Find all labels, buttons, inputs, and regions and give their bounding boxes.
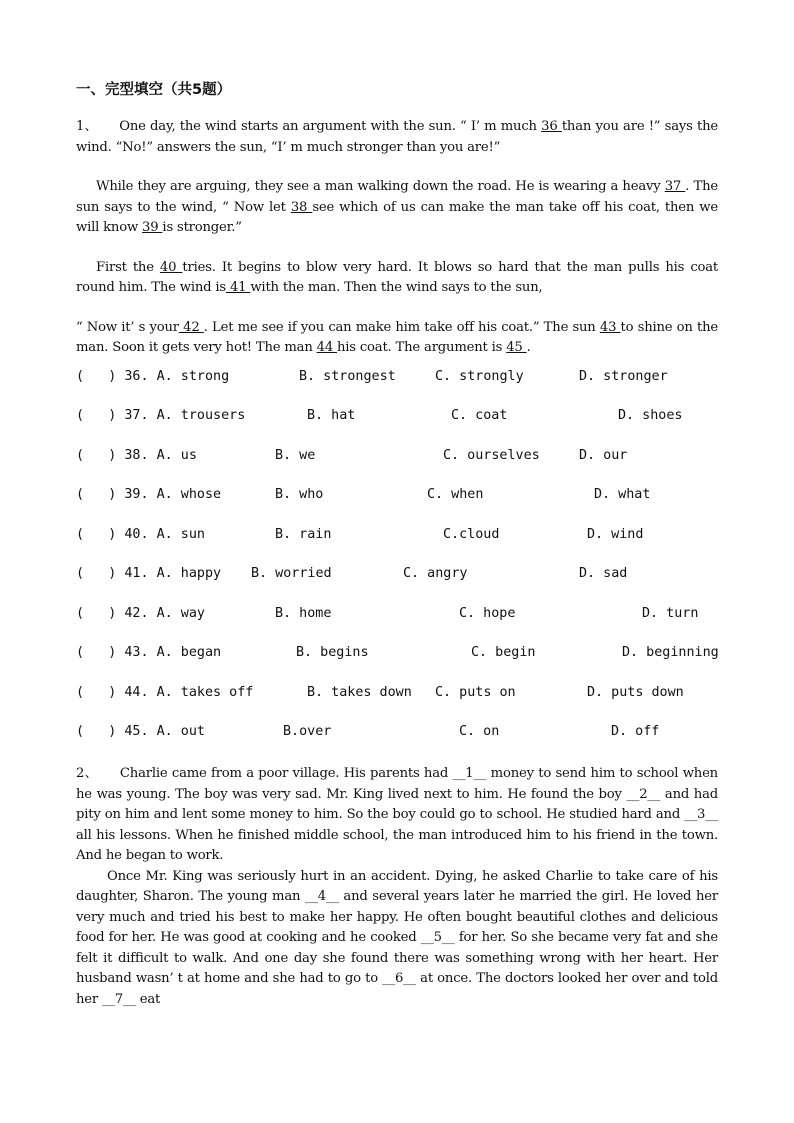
option-c: C. strongly [435, 368, 524, 384]
blank-4: __4__ [304, 889, 339, 904]
blank-5: __5__ [420, 930, 455, 945]
option-b: B. takes down [307, 684, 412, 700]
option-d: D. shoes [618, 408, 683, 423]
option-b: B. we [275, 447, 316, 463]
option-d: D. off [611, 724, 660, 739]
option-c: C. angry [403, 566, 468, 581]
option-d: D. what [594, 487, 651, 502]
blank-42: 42 [178, 319, 204, 335]
blank-43: 43 [599, 319, 621, 335]
blank-7: __7__ [102, 991, 136, 1007]
blank-36: 36 [541, 119, 562, 134]
blank-1: __1__ [452, 766, 487, 781]
blank-40: 40 [159, 259, 183, 275]
question-list [76, 369, 718, 755]
option-c: C. on [459, 724, 500, 739]
option-d: D. puts down [587, 684, 684, 700]
passage-1-paragraph-4: “ Now it’ s your 42 . Let me see if you can make him take off his coat.” The sun 43 to shine on the man. Soon it gets very hot! The man 44 his coat. The argument is 45 . [76, 319, 718, 355]
blank-39: 39 [142, 220, 163, 235]
option-d: D. sad [579, 566, 628, 581]
passage-2-paragraph-1: 2、 Charlie came from a poor village. His parents had __1__ money to send him to school when he was young. The boy was very sad. Mr. King lived next to him. He found the boy __2__ and had pity on him and lent some money to him. So the boy could go to school. He studied hard and __3__ all his lessons. When he finished middle school, the man introduced him to his friend in the town. And he began to work. [76, 766, 718, 863]
option-c: C. when [427, 487, 484, 502]
question-row: ( ) 41. A. happy B. worried C. angry D. sad [76, 566, 628, 581]
option-d: D. our [579, 447, 628, 463]
blank-6: __6__ [382, 971, 416, 986]
option-b: B. strongest [299, 368, 396, 384]
blank-41: 41 [225, 280, 251, 295]
question-row: ( ) 38. A. us B. we C. ourselves D. our [76, 447, 628, 463]
option-d: D. wind [587, 526, 644, 542]
question-row: ( ) 42. A. way B. home C. hope D. turn [76, 605, 699, 621]
question-row: ( ) 44. A. takes off B. takes down C. puts on D. puts down [76, 684, 684, 700]
blank-45: 45 [506, 340, 527, 355]
question-row: ( ) 45. A. out B.over C. on D. off [76, 724, 660, 739]
blank-37: 37 [664, 179, 686, 194]
option-c: C. hope [459, 605, 516, 621]
option-c: C. begin [471, 645, 536, 660]
passage-1-paragraph-3: First the 40 tries. It begins to blow very hard. It blows so hard that the man pulls his coat round him. The wind is 41 with the man. Then the wind says to the sun, [76, 259, 719, 295]
passage-1-paragraph-1: 1、 One day, the wind starts an argument with the sun. “ I’ m much 36 than you are !” says the wind. “No!” answers the sun, “I’ m much stronger than you are!” [76, 119, 718, 155]
question-row: ( ) 40. A. sun B. rain C.cloud D. wind [76, 526, 644, 542]
option-d: D. turn [642, 605, 699, 621]
option-c: C.cloud [443, 526, 500, 542]
option-b: B. home [275, 605, 332, 621]
passage-2-paragraph-2: Once Mr. King was seriously hurt in an accident. Dying, he asked Charlie to take care of his daughter, Sharon. The young man __4__ and several years later he married the girl. He loved her very much and tried his best to make her happy. He often bought beautiful clothes and delicious food for her. He was good at cooking and he cooked __5__ for her. So she became very fat and she felt it difficult to walk. And one day she found there was something wrong with her heart. Her husband wasn’ t at home and she had to go to __6__ at once. The doctors looked her over and told her __7__ eat [76, 868, 719, 1007]
option-b: B.over [283, 724, 332, 739]
option-c: C. coat [451, 408, 508, 423]
option-d: D. beginning [622, 645, 719, 660]
section-heading: 一、完型填空（共5题） [76, 82, 232, 98]
passage-1-paragraph-2: While they are arguing, they see a man walking down the road. He is wearing a heavy 37 . The sun says to the wind, “ Now let 38 see which of us can make the man take off his coat, then we will know 39 is stronger.” [76, 179, 718, 235]
question-row: ( ) 39. A. whose B. who C. when D. what [76, 487, 651, 502]
option-b: B. rain [275, 526, 332, 542]
worksheet [76, 78, 718, 1010]
option-d: D. stronger [579, 368, 668, 384]
question-row: ( ) 36. A. strong B. strongest C. strongly D. stronger [76, 368, 668, 384]
option-b: B. begins [296, 645, 369, 660]
option-b: B. hat [307, 408, 356, 423]
passage-1-number: 1、 [76, 119, 98, 134]
blank-2: __2__ [626, 786, 661, 802]
passage-2-number: 2、 [76, 766, 98, 781]
blank-3: __3__ [684, 807, 718, 822]
question-row: ( ) 37. A. trousers B. hat C. coat D. shoes [76, 408, 683, 423]
blank-44: 44 [316, 340, 337, 355]
option-c: C. ourselves [443, 447, 540, 463]
option-b: B. who [275, 487, 324, 502]
option-b: B. worried [251, 566, 332, 581]
question-row: ( ) 43. A. began B. begins C. begin D. beginning [76, 645, 719, 660]
option-c: C. puts on [435, 684, 516, 700]
blank-38: 38 [290, 199, 313, 215]
